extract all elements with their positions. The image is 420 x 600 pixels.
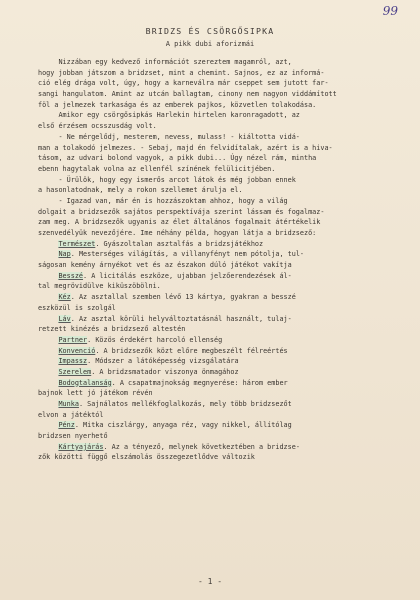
definition-text: eszközül is szolgál xyxy=(38,303,116,312)
text-line: első érzésem ocsszusdág volt. xyxy=(38,122,157,131)
text-line: Amikor egy csörgősipkás Harlekin hirtelen karonragadott, az xyxy=(38,111,300,120)
definition-text: tal megrövidülve kiküszöbölni. xyxy=(38,282,161,291)
text-line: a hasonlatodnak, mely a rokon szellemet árulja el. xyxy=(38,186,243,195)
definition-text: A licitálás eszköze, ujabban jelzőerendezések ál- xyxy=(91,271,292,280)
definition-entry xyxy=(38,356,398,367)
text-line: - Ne mérgelődj, mesterem, nevess, mulass! - kiáltotta vidá- xyxy=(38,132,300,141)
definition-text: bajnok lett jó játékom révén xyxy=(38,389,153,398)
definition-first-line: Kéz. Az asztallal szemben lévő 13 kártya, gyakran a besszé xyxy=(58,293,296,302)
definition-first-line: Kártyajárás. Az a tényező, melynek következtében a bridzse- xyxy=(58,442,300,451)
document-subtitle: A pikk dubi aforizmái xyxy=(165,40,255,48)
definition-entry xyxy=(38,420,398,441)
definition-term: Pénz xyxy=(58,421,75,430)
definition-text: retzett kinézés a bridzsező altestén xyxy=(38,325,186,334)
definition-list xyxy=(38,239,398,463)
definition-term: Kéz xyxy=(58,293,71,302)
definition-text: elvon a játéktól xyxy=(38,410,104,419)
definition-first-line: Besszé. A licitálás eszköze, ujabban jelzőerendezések ál- xyxy=(58,271,292,280)
definition-text: A bridzsezők közt előre megbeszélt félreértés xyxy=(103,346,288,355)
text-line: - Igazad van, már én is hozzászoktam ahhoz, hogy a világ xyxy=(38,196,288,205)
document-body xyxy=(38,57,398,463)
text-line: Nizzában egy kedvező információt szereztem magamról, azt, xyxy=(38,58,292,66)
definition-first-line: Partner. Közös érdekért harcoló ellenség xyxy=(58,335,223,344)
definition-term: Besszé xyxy=(58,271,84,280)
definition-term: Kártyajárás xyxy=(58,442,104,451)
definition-text: bridzsen nyerhető xyxy=(38,432,108,441)
definition-entry xyxy=(38,442,398,463)
page-footer: - 1 - xyxy=(197,577,223,586)
document-title: BRIDZS ÉS CSÖRGŐSIPKA xyxy=(145,26,275,36)
text-line: - Ürülök, hogy egy ismerős arcot látok és még jobban ennek xyxy=(38,175,296,184)
definition-term: Partner xyxy=(58,335,88,344)
definition-continuation-line xyxy=(38,324,398,335)
definition-text: Az asztal körüli helyváltoztatásnál használt, tulaj- xyxy=(78,314,292,323)
definition-text: Sajnálatos mellékfoglalkozás, mely több bridzsezőt xyxy=(87,400,292,408)
definition-entry xyxy=(38,292,398,313)
definition-continuation-line xyxy=(38,303,398,314)
definition-first-line: Szerelem. A bridzsmatador viszonya önmagához xyxy=(58,367,239,376)
definition-first-line: Természet. Gyászoltalan asztalfás a bridzsjátékhoz xyxy=(58,239,264,248)
definition-continuation-line xyxy=(38,410,398,421)
definition-term: Munka xyxy=(58,400,79,408)
definition-first-line: Impassz. Módszer a látóképesség vizsgálatára xyxy=(58,357,239,366)
definition-term: Láv xyxy=(58,314,71,323)
text-line: föl a jelmezek tarkasága és az emberek pajkos, közvetlen tolakodása. xyxy=(38,100,317,109)
text-line: zam meg. A bridzsezők ugyanis az élet általános fogalmait átértékelik xyxy=(38,218,321,227)
definition-entry xyxy=(38,314,398,335)
definition-text: Gyászoltalan asztalfás a bridzsjátékhoz xyxy=(103,239,264,248)
definition-text: Módszer a látóképesség vizsgálatára xyxy=(95,357,239,366)
definition-text: ságosan kemény árnyékot vet és az északon dúló játékot vakítja xyxy=(38,261,292,270)
intro-paragraphs xyxy=(38,57,398,239)
definition-first-line: Munka. Sajnálatos mellékfoglalkozás, mely több bridzsezőt xyxy=(58,400,292,408)
text-line: man a tolakodó jelmezes. - Sebaj, majd én felvidítalak, azért is a hiva- xyxy=(38,143,333,152)
definition-text: Mesterséges világítás, a villanyfényt nem pótolja, tul- xyxy=(78,250,305,259)
definition-text: A bridzsmatador viszonya önmagához xyxy=(99,367,239,376)
definition-first-line: Bodogtalanság. A csapatmajnokság megnyerése: három ember xyxy=(58,378,288,387)
definition-first-line: Pénz. Mitka ciszlárgy, anyaga réz, vagy nikkel, állítólag xyxy=(58,421,292,430)
handwritten-page-number: 99 xyxy=(382,4,398,18)
definition-text: A csapatmajnokság megnyerése: három ember xyxy=(119,378,288,387)
text-line: sangi hangulatom. Amint az utcán ballagtam, cinony nem nagyon viddámított xyxy=(38,90,337,99)
definition-first-line: Láv. Az asztal körüli helyváltoztatásnál használt, tulaj- xyxy=(58,314,292,323)
definition-entry xyxy=(38,346,398,357)
text-line: ció elég drága volt, úgy, hogy a karneválra már cseppet sem jutott far- xyxy=(38,79,329,88)
definition-continuation-line xyxy=(38,431,398,442)
definition-term: Nap xyxy=(58,250,71,259)
definition-term: Bodogtalanság xyxy=(58,378,112,387)
definition-term: Konvenció xyxy=(58,346,96,355)
definition-text: Az asztallal szemben lévő 13 kártya, gyakran a besszé xyxy=(78,293,296,302)
definition-continuation-line xyxy=(38,260,398,271)
definition-text: Mitka ciszlárgy, anyaga réz, vagy nikkel, állítólag xyxy=(83,421,292,430)
text-line: dolgait a bridzsezők sajátos perspektívája szerint lássam és fogalmaz- xyxy=(38,207,325,216)
definition-continuation-line xyxy=(38,281,398,292)
definition-text: Közös érdekért harcoló ellenség xyxy=(95,335,223,344)
definition-term: Impassz xyxy=(58,357,88,366)
text-line: szenvedélyük nevezőjére. Ime néhány példa, hogyan látja a bridzsező: xyxy=(38,229,317,237)
text-line: tásom, az udvari bolond vagyok, a pikk dubi... Úgy nézel rám, mintha xyxy=(38,154,317,163)
definition-entry xyxy=(38,239,398,250)
definition-entry xyxy=(38,271,398,292)
definition-entry xyxy=(38,399,398,420)
definition-term: Szerelem xyxy=(58,367,92,376)
definition-first-line: Nap. Mesterséges világítás, a villanyfényt nem pótolja, tul- xyxy=(58,250,305,259)
text-line: hogy jobban játszom a bridzset, mint a chemint. Sajnos, ez az informá- xyxy=(38,68,325,77)
definition-entry xyxy=(38,335,398,346)
definition-continuation-line xyxy=(38,388,398,399)
definition-entry xyxy=(38,367,398,378)
text-line: ebenn hagytalak volna az ellenfél színének felülicitjében. xyxy=(38,164,276,173)
definition-entry xyxy=(38,378,398,399)
definition-continuation-line xyxy=(38,452,398,463)
definition-first-line: Konvenció. A bridzsezők közt előre megbeszélt félreértés xyxy=(58,346,288,355)
definition-entry xyxy=(38,249,398,270)
definition-text: Az a tényező, melynek következtében a bridzse- xyxy=(111,442,300,451)
definition-text: zők közötti függő elszámolás összegezetlődve változik xyxy=(38,453,255,462)
definition-term: Természet xyxy=(58,239,96,248)
